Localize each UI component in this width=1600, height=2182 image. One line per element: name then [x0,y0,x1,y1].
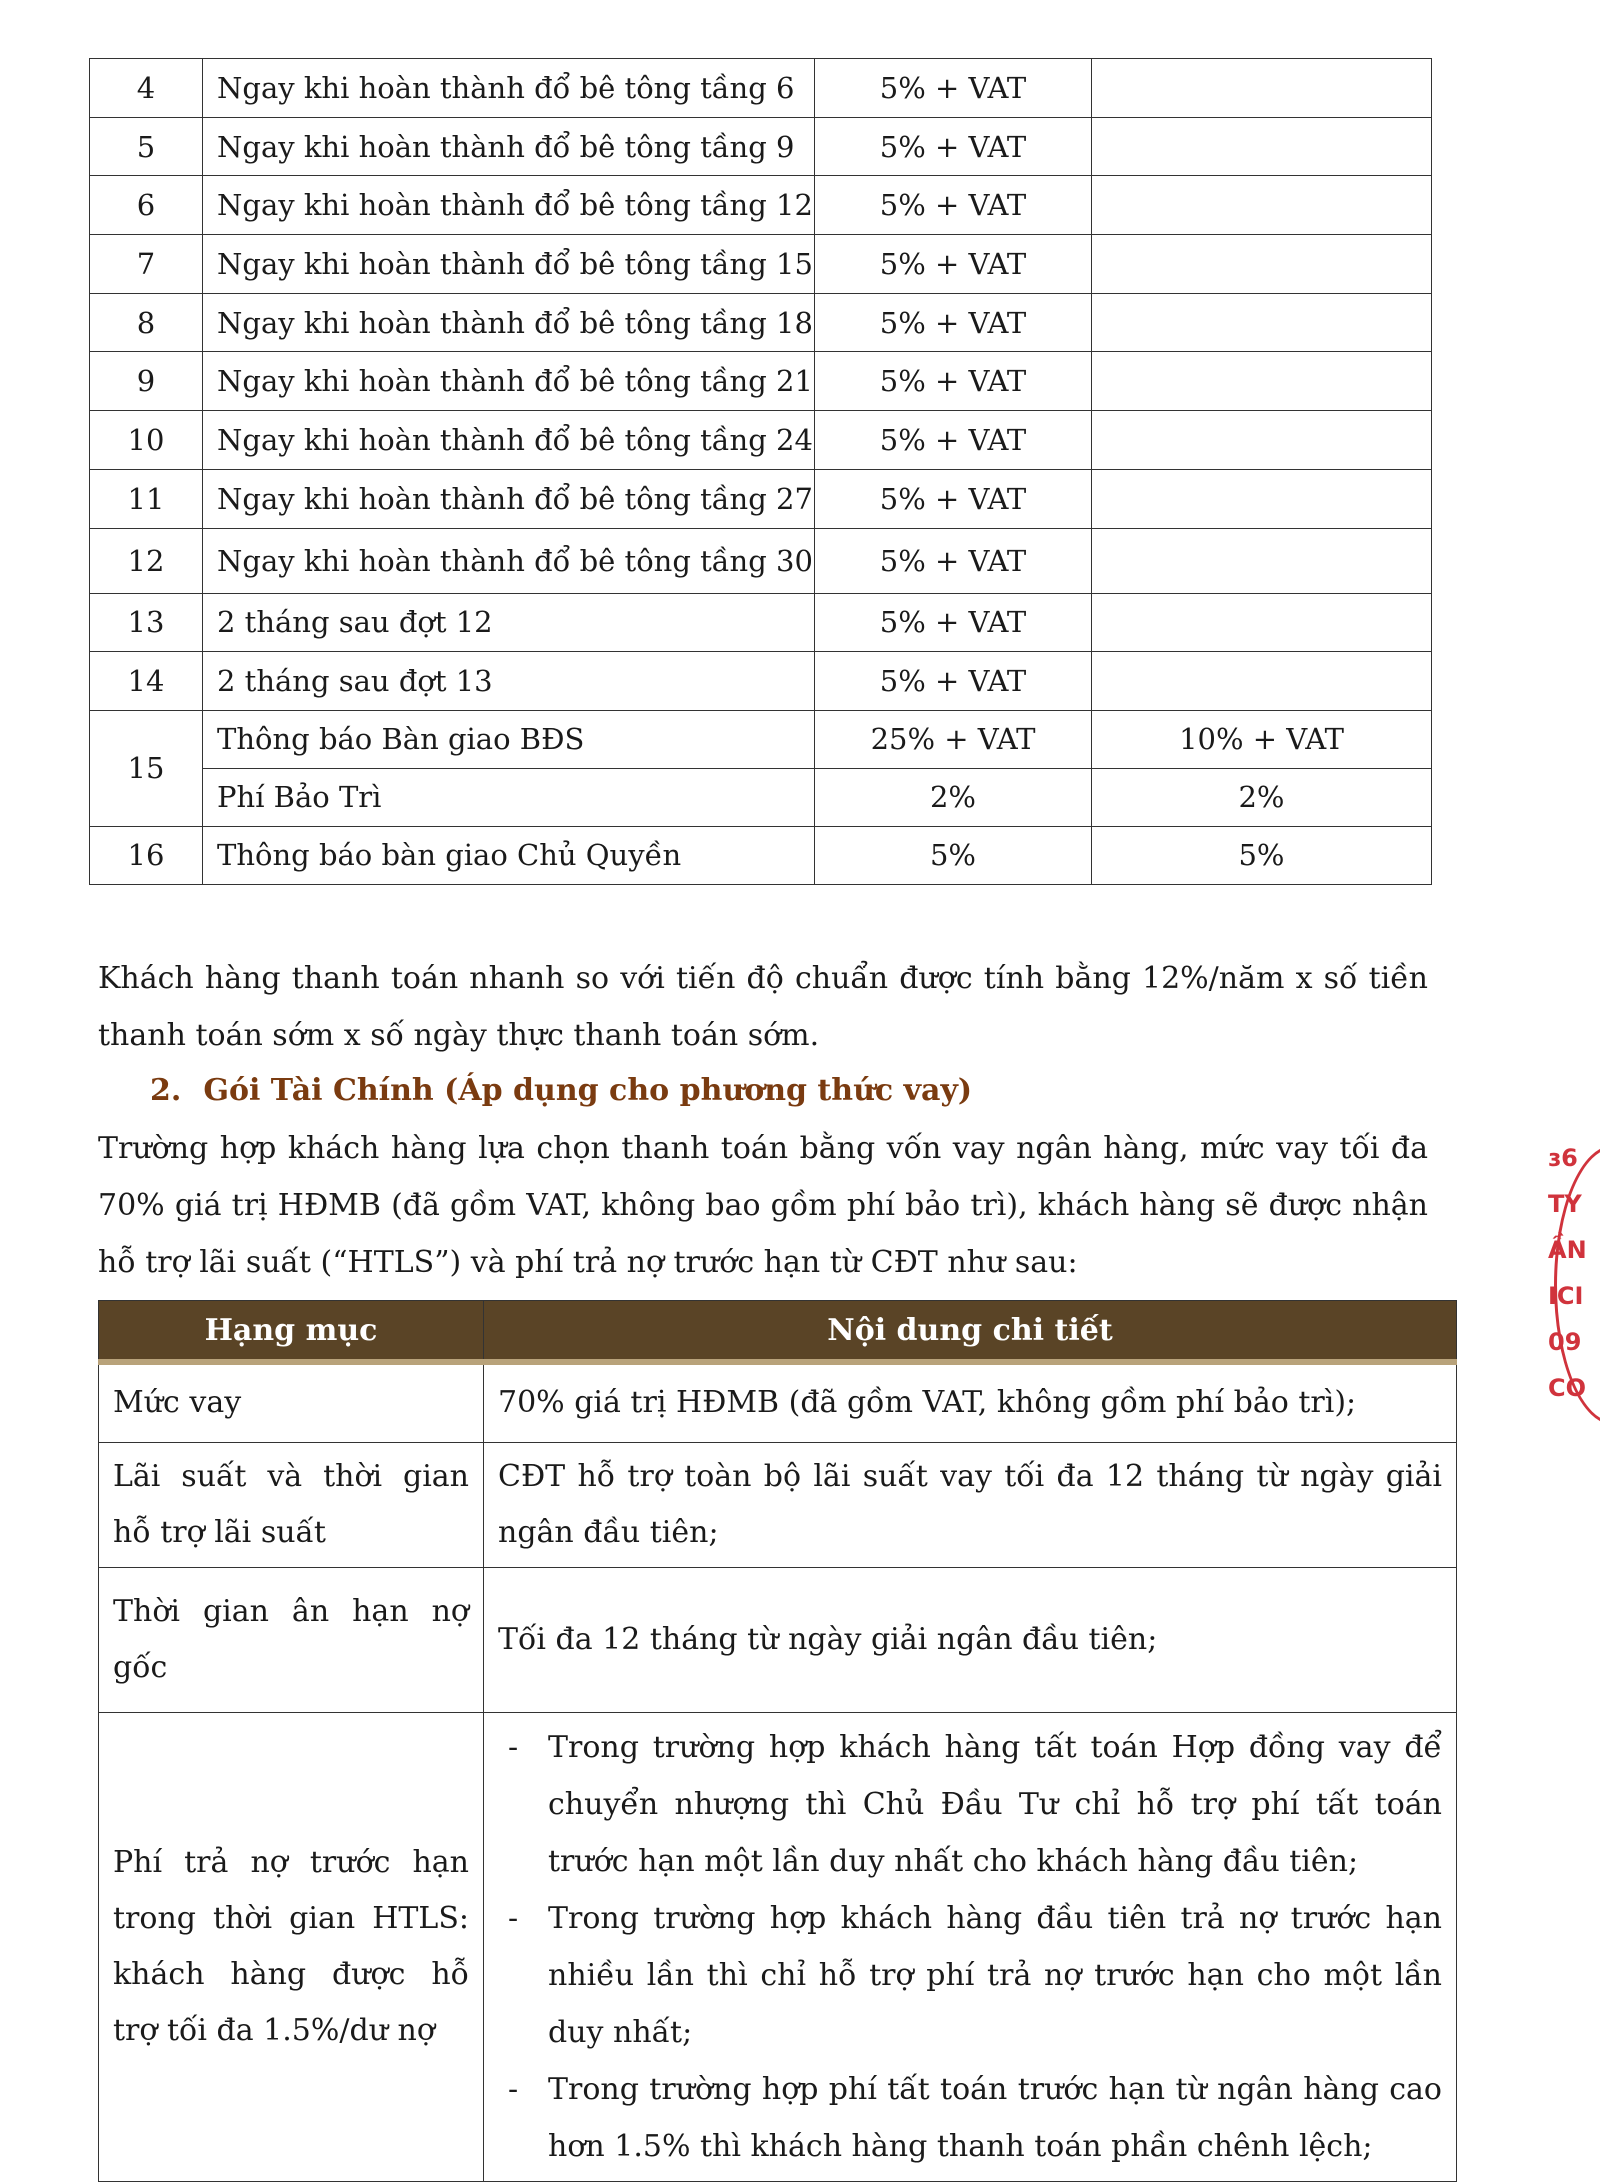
table-row [90,768,1432,826]
installment-number: 5 [90,117,203,176]
installment-percent: 5% + VAT [815,59,1092,118]
table-row [90,235,1432,294]
header-category: Hạng mục [99,1301,484,1363]
stamp-text: ẦN [1548,1236,1587,1264]
table-row [90,59,1432,118]
table-row [99,1442,1457,1567]
installment-percent: 5% + VAT [815,411,1092,470]
stamp-text: 09 [1548,1328,1582,1356]
table-row [90,176,1432,235]
list-item: - Trong trường hợp khách hàng đầu tiên trả nợ trước hạn nhiều lần thì chỉ hỗ trợ phí trả nợ trước hạn cho một lần duy nhất; [498,1890,1442,2061]
installment-description: 2 tháng sau đợt 12 [203,593,815,652]
installment-percent: 5% + VAT [815,528,1092,593]
installment-description: Ngay khi hoàn thành đổ bê tông tầng 27 [203,469,815,528]
maintenance-fee-alt-percent: 2% [1092,768,1432,826]
maintenance-fee-percent: 2% [815,768,1092,826]
installment-percent: 5% + VAT [815,235,1092,294]
installment-alt-percent [1092,235,1432,294]
table-row [99,1712,1457,2181]
stamp-text: CO [1548,1374,1587,1402]
installment-percent: 5% + VAT [815,469,1092,528]
finance-detail: Tối đa 12 tháng từ ngày giải ngân đầu tiên; [484,1567,1457,1712]
table-row [90,826,1432,884]
table-row [90,652,1432,711]
installment-number: 16 [90,826,203,884]
company-stamp-fragment [1548,1135,1600,1435]
installment-alt-percent [1092,469,1432,528]
installment-description: Ngay khi hoàn thành đổ bê tông tầng 15 [203,235,815,294]
installment-number: 8 [90,293,203,352]
installment-alt-percent [1092,176,1432,235]
installment-number: 4 [90,59,203,118]
prepayment-conditions-list [498,1719,1442,2175]
section-heading [150,1063,972,1119]
stamp-text: TY [1548,1190,1582,1218]
list-item: - Trong trường hợp khách hàng tất toán Hợp đồng vay để chuyển nhượng thì Chủ Đầu Tư chỉ hỗ trợ phí tất toán trước hạn một lần duy nhất cho khách hàng đầu tiên; [498,1719,1442,1890]
installment-description: Ngay khi hoàn thành đổ bê tông tầng 30 [203,528,815,593]
installment-percent: 25% + VAT [815,710,1092,768]
table-row [90,528,1432,593]
section-number: 2. [150,1073,182,1108]
table-row [99,1567,1457,1712]
installment-number: 7 [90,235,203,294]
finance-item: Thời gian ân hạn nợ gốc [99,1567,484,1712]
table-row [90,411,1432,470]
stamp-text: ICI [1548,1282,1584,1310]
installment-number: 13 [90,593,203,652]
finance-item: Lãi suất và thời gian hỗ trợ lãi suất [99,1442,484,1567]
installment-percent: 5% + VAT [815,293,1092,352]
table-row [90,117,1432,176]
installment-number: 10 [90,411,203,470]
installment-number: 11 [90,469,203,528]
installment-percent: 5% + VAT [815,593,1092,652]
installment-percent: 5% + VAT [815,652,1092,711]
finance-package-table [98,1300,1457,2182]
table-row [99,1362,1457,1442]
table-row [90,293,1432,352]
finance-item: Phí trả nợ trước hạn trong thời gian HTLS: khách hàng được hỗ trợ tối đa 1.5%/dư nợ [99,1712,484,2181]
list-item: - Trong trường hợp phí tất toán trước hạn từ ngân hàng cao hơn 1.5% thì khách hàng thanh toán phần chênh lệch; [498,2061,1442,2175]
table-header-row [99,1301,1457,1363]
installment-alt-percent [1092,652,1432,711]
finance-detail: CĐT hỗ trợ toàn bộ lãi suất vay tối đa 12 tháng từ ngày giải ngân đầu tiên; [484,1442,1457,1567]
installment-alt-percent [1092,411,1432,470]
finance-item: Mức vay [99,1362,484,1442]
installment-percent: 5% + VAT [815,176,1092,235]
installment-description: Ngay khi hoàn thành đổ bê tông tầng 18 [203,293,815,352]
installment-description: Ngay khi hoàn thành đổ bê tông tầng 21 [203,352,815,411]
table-row [90,352,1432,411]
installment-alt-percent [1092,593,1432,652]
installment-description: Thông báo Bàn giao BĐS [203,710,815,768]
installment-alt-percent: 5% [1092,826,1432,884]
payment-schedule-table [89,58,1432,885]
early-payment-paragraph: Khách hàng thanh toán nhanh so với tiến độ chuẩn được tính bằng 12%/năm x số tiền thanh toán sớm x số ngày thực thanh toán sớm. [98,961,1428,1053]
table-row [90,469,1432,528]
installment-alt-percent: 10% + VAT [1092,710,1432,768]
installment-percent: 5% + VAT [815,352,1092,411]
header-details: Nội dung chi tiết [484,1301,1457,1363]
loan-intro-paragraph: Trường hợp khách hàng lựa chọn thanh toán bằng vốn vay ngân hàng, mức vay tối đa 70% giá trị HĐMB (đã gồm VAT, không bao gồm phí bảo trì), khách hàng sẽ được nhận hỗ trợ lãi suất (“HTLS”) và phí trả nợ trước hạn từ CĐT như sau: [98,1131,1428,1280]
finance-detail [484,1712,1457,2181]
installment-alt-percent [1092,59,1432,118]
installment-description: Ngay khi hoàn thành đổ bê tông tầng 24 [203,411,815,470]
installment-number: 12 [90,528,203,593]
installment-percent: 5% [815,826,1092,884]
installment-number: 6 [90,176,203,235]
table-row [90,593,1432,652]
installment-description: Thông báo bàn giao Chủ Quyền [203,826,815,884]
finance-detail: 70% giá trị HĐMB (đã gồm VAT, không gồm phí bảo trì); [484,1362,1457,1442]
installment-description: 2 tháng sau đợt 13 [203,652,815,711]
installment-description: Ngay khi hoàn thành đổ bê tông tầng 6 [203,59,815,118]
installment-number: 9 [90,352,203,411]
installment-number: 15 [90,710,203,826]
installment-alt-percent [1092,293,1432,352]
section-title: Gói Tài Chính (Áp dụng cho phương thức vay) [203,1073,973,1108]
installment-alt-percent [1092,528,1432,593]
maintenance-fee-label: Phí Bảo Trì [203,768,815,826]
stamp-text: ɜ6 [1548,1144,1578,1172]
installment-percent: 5% + VAT [815,117,1092,176]
installment-alt-percent [1092,352,1432,411]
installment-description: Ngay khi hoàn thành đổ bê tông tầng 9 [203,117,815,176]
installment-alt-percent [1092,117,1432,176]
table-row [90,710,1432,768]
installment-number: 14 [90,652,203,711]
installment-description: Ngay khi hoàn thành đổ bê tông tầng 12 [203,176,815,235]
